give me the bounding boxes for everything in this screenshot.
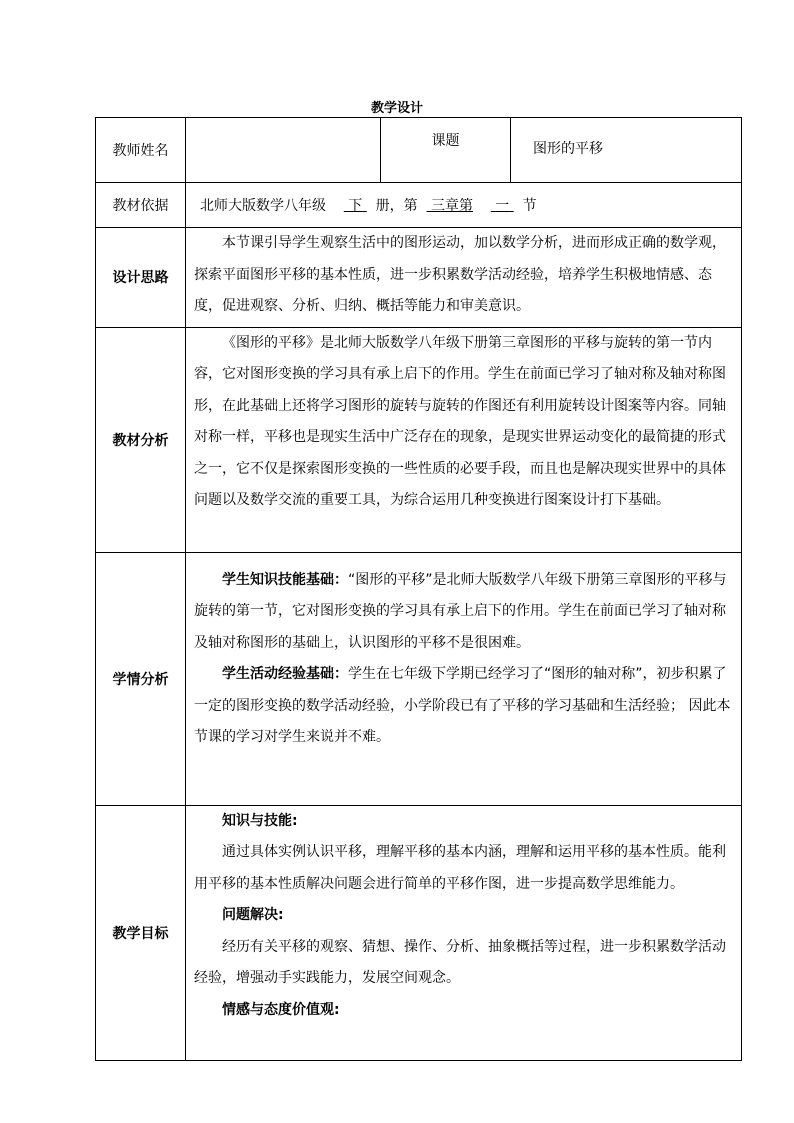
textbook-part-grade: 北师大版数学八年级: [200, 198, 326, 214]
row-textbook: [96, 183, 742, 228]
student-para-experience: [194, 659, 733, 754]
goals-heading-attitude: 情感与态度价值观:: [222, 1001, 340, 1018]
document-title: 教学设计: [370, 101, 423, 116]
student-knowledge-head: 学生知识技能基础：: [222, 571, 348, 588]
material-label: 教材分析: [96, 327, 186, 552]
teacher-name-value: [186, 118, 381, 183]
student-para-knowledge: [194, 565, 733, 660]
goals-heading-problem: 问题解决:: [222, 907, 284, 923]
topic-value: 图形的平移: [511, 118, 742, 183]
topic-label: 课题: [381, 118, 511, 183]
student-label: 学情分析: [96, 552, 186, 805]
textbook-label: 教材依据: [96, 183, 186, 228]
textbook-part-section: 一: [495, 198, 510, 214]
textbook-part-book: 册，第: [375, 198, 418, 214]
textbook-value: [186, 183, 742, 228]
row-student: [96, 552, 742, 805]
design-text: 本节课引导学生观察生活中的图形运动，加以数学分析，进而形成正确的数学观，探索平面图形平移的基本性质，进一步积累数学活动经验，培养学生积极地情感、态度，促进观察、分析、归纳、概括等能力和审美意识。: [194, 235, 726, 314]
student-experience-head: 学生活动经验基础：: [222, 666, 348, 682]
textbook-part-unit: 节: [522, 198, 537, 214]
textbook-part-chapter: 三章第: [430, 198, 473, 214]
design-label: 设计思路: [96, 228, 186, 328]
goals-heading-knowledge: 知识与技能:: [222, 812, 298, 829]
row-teacher: [96, 118, 742, 183]
teacher-name-label: 教师姓名: [96, 118, 186, 183]
goals-label: 教学目标: [96, 805, 186, 1060]
row-goals: [96, 805, 742, 1060]
goals-text-problem: 经历有关平移的观察、猜想、操作、分析、抽象概括等过程，进一步积累数学活动经验，增强动手实践能力，发展空间观念。: [194, 938, 726, 986]
goals-text-knowledge: 通过具体实例认识平移，理解平移的基本内涵，理解和运用平移的基本性质。能利用平移的基本性质解决问题会进行简单的平移作图，进一步提高数学思维能力。: [194, 844, 726, 892]
row-design: [96, 228, 742, 328]
row-material: [96, 327, 742, 552]
student-experience-text: 学生在七年级下学期已经学习了“图形的轴对称”，初步积累了一定的图形变换的数学活动经验，小学阶段已有了平移的学习基础和生活经验； 因此本节课的学习对学生来说并不难。: [194, 666, 731, 745]
student-knowledge-text: “图形的平移”是北师大版数学八年级下册第三章图形的平移与旋转的第一节，它对图形变换的学习具有承上启下的作用。学生在前面已学习了轴对称及轴对称图形的基础上，认识图形的平移不是很困难。: [194, 571, 727, 651]
textbook-part-volume: 下: [348, 198, 363, 214]
material-text: 《图形的平移》是北师大版数学八年级下册第三章图形的平移与旋转的第一节内容，它对图形变换的学习具有承上启下的作用。学生在前面已学习了轴对称及轴对称图形，在此基础上还将学习图形的旋转与旋转的作图还有利用旋转设计图案等内容。同轴对称一样，平移也是现实生活中广泛存在的现象，是现实世界运动变化的最简捷的形式之一，它不仅是探索图形变换的一些性质的必要手段，而且也是解决现实世界中的具体问题以及数学交流的重要工具，为综合运用几种变换进行图案设计打下基础。: [194, 334, 726, 508]
lesson-plan-table: [95, 117, 742, 1061]
